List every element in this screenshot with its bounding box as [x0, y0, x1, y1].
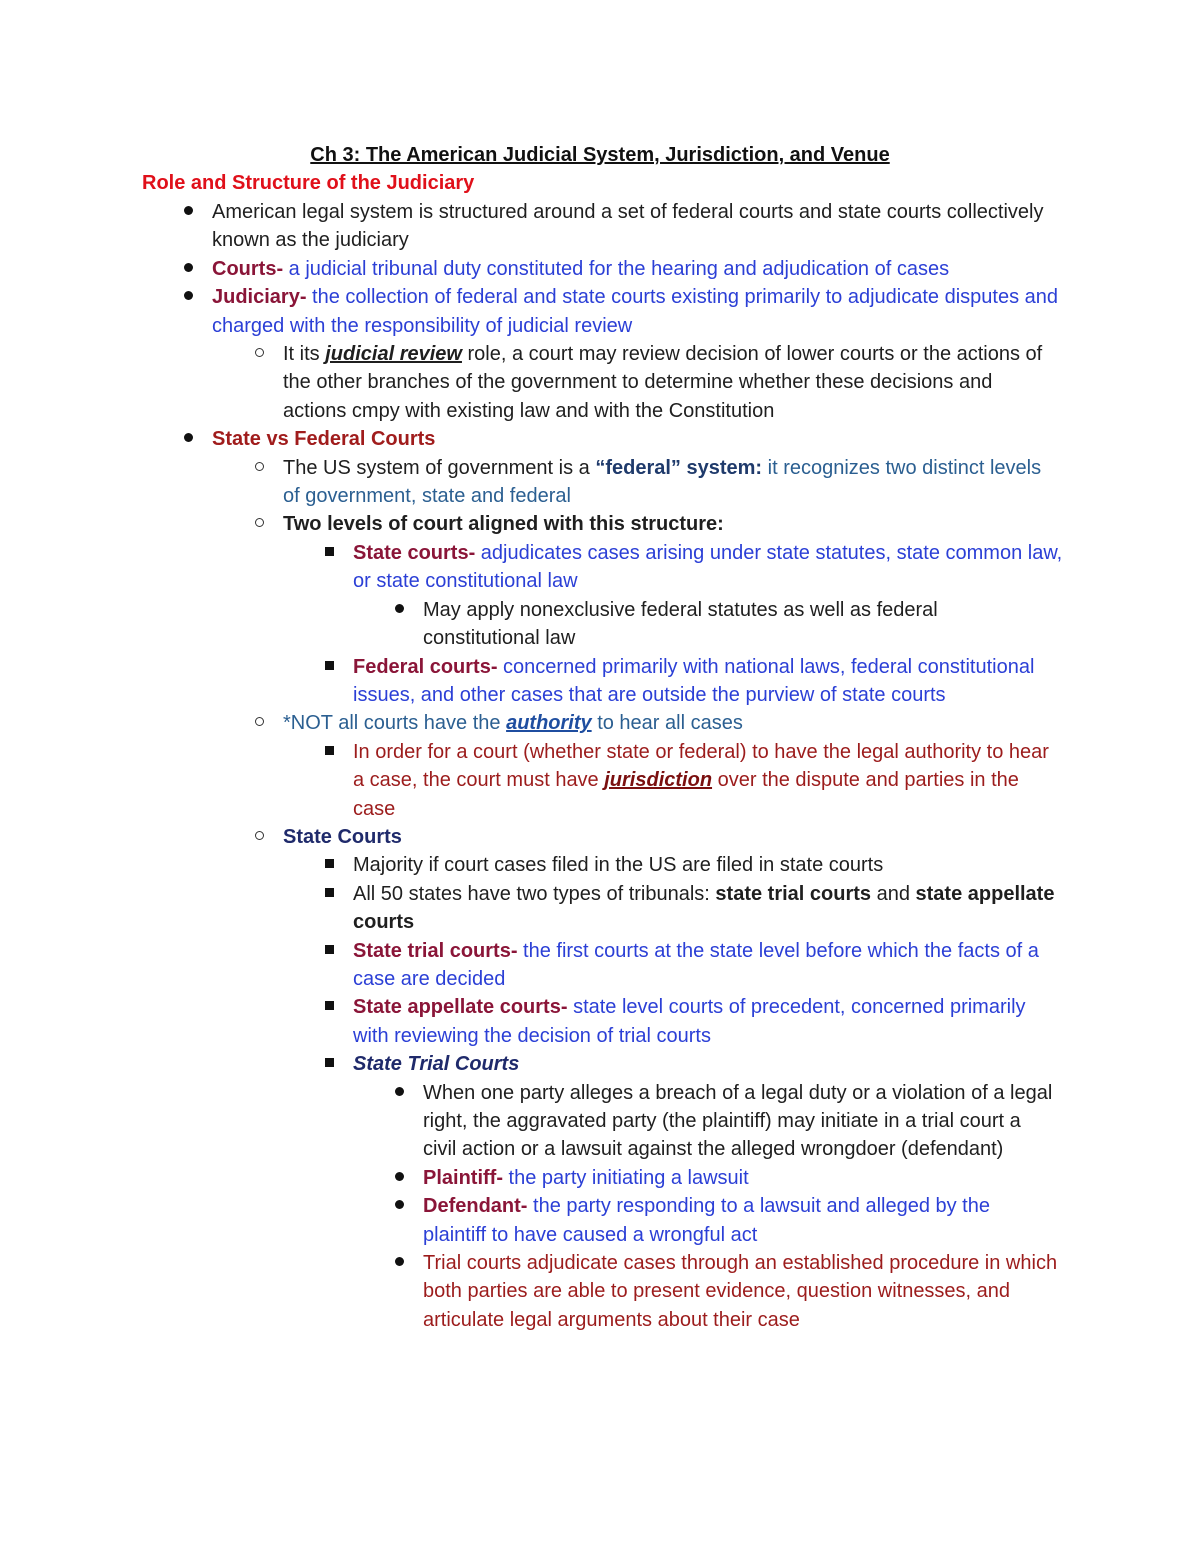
list-item: When one party alleges a breach of a legal duty or a violation of a legal right, the aggravated party (the plaintiff) may initiate in a trial court a civil action or a lawsuit against the alleged wrongdoer (defendant) — [423, 1079, 1058, 1164]
list-item: Plaintiff- the party initiating a lawsuit — [423, 1164, 1058, 1192]
document-title: Ch 3: The American Judicial System, Jurisdiction, and Venue — [310, 144, 890, 166]
list-item — [283, 823, 1058, 851]
bullet-circle-icon — [249, 340, 269, 368]
list-item: May apply nonexclusive federal statutes as well as federal constitutional law — [423, 596, 1058, 653]
subheading-state-courts: State Courts — [283, 825, 402, 848]
bullet-circle-icon — [249, 454, 269, 482]
list-item: The US system of government is a “federal” system: it recognizes two distinct levels of government, state and federal — [283, 454, 1058, 511]
term-state-courts: State courts- — [353, 541, 476, 564]
bullet-disc-icon — [389, 596, 409, 624]
term-judicial-review: judicial review — [325, 343, 462, 366]
definition-courts: a judicial tribunal duty constituted for the hearing and adjudication of cases — [283, 257, 950, 280]
subheading-state-trial-courts: State Trial Courts — [353, 1053, 520, 1076]
definition-judiciary: the collection of federal and state courts existing primarily to adjudicate disputes and charged with the responsibility of judicial review — [212, 286, 1059, 337]
bullet-square-icon — [319, 1050, 339, 1078]
bullet-disc-icon — [178, 198, 198, 226]
bullet-circle-icon — [249, 823, 269, 851]
bullet-disc-icon — [178, 283, 198, 311]
term-courts: Courts- — [212, 257, 284, 280]
section-heading: Role and Structure of the Judiciary — [142, 172, 475, 194]
list-item: It its judicial review role, a court may review decision of lower courts or the actions of the other branches of the government to determine whether these decisions and actions cmpy with existing law and with the Constitution — [283, 340, 1058, 425]
subheading-state-vs-federal: State vs Federal Courts — [212, 428, 436, 451]
list-item: Two levels of court aligned with this structure: — [283, 510, 1058, 538]
bullet-disc-icon — [389, 1192, 409, 1220]
list-item: All 50 states have two types of tribunals: state trial courts and state appellate courts — [353, 880, 1063, 937]
term-federal-courts: Federal courts- — [353, 655, 498, 678]
bullet-disc-icon — [178, 425, 198, 453]
outline — [0, 198, 1200, 1334]
bullet-square-icon — [319, 851, 339, 879]
list-item — [212, 425, 1062, 453]
list-item: State appellate courts- state level courts of precedent, concerned primarily with reviewing the decision of trial courts — [353, 993, 1063, 1050]
bullet-square-icon — [319, 653, 339, 681]
bullet-square-icon — [319, 993, 339, 1021]
term-federal-system: “federal” system: — [595, 456, 763, 479]
bullet-square-icon — [319, 539, 339, 567]
term-defendant: Defendant- — [423, 1195, 528, 1218]
bullet-square-icon — [319, 937, 339, 965]
list-item: American legal system is structured around a set of federal courts and state courts collectively known as the judiciary — [212, 198, 1062, 255]
bullet-disc-icon — [178, 255, 198, 283]
list-item: In order for a court (whether state or federal) to have the legal authority to hear a case, the court must have jurisdiction over the dispute and parties in the case — [353, 738, 1063, 823]
list-item: *NOT all courts have the authority to hear all cases — [283, 709, 1058, 737]
bullet-circle-icon — [249, 709, 269, 737]
list-item: State courts- adjudicates cases arising under state statutes, state common law, or state constitutional law — [353, 539, 1063, 596]
list-item: Federal courts- concerned primarily with national laws, federal constitutional issues, and other cases that are outside the purview of state courts — [353, 653, 1063, 710]
list-item — [353, 1050, 1063, 1078]
list-item: Defendant- the party responding to a lawsuit and alleged by the plaintiff to have caused a wrongful act — [423, 1192, 1058, 1249]
bullet-circle-icon — [249, 510, 269, 538]
bullet-square-icon — [319, 880, 339, 908]
list-item: Trial courts adjudicate cases through an established procedure in which both parties are able to present evidence, question witnesses, and articulate legal arguments about their case — [423, 1249, 1058, 1334]
list-item — [212, 283, 1062, 340]
term-jurisdiction: jurisdiction — [604, 769, 713, 792]
bullet-square-icon — [319, 738, 339, 766]
list-item: State trial courts- the first courts at the state level before which the facts of a case are decided — [353, 937, 1063, 994]
list-item — [212, 255, 1062, 283]
term-state-trial-courts: State trial courts- — [353, 939, 518, 962]
bullet-disc-icon — [389, 1249, 409, 1277]
bullet-disc-icon — [389, 1164, 409, 1192]
term-state-appellate-courts: State appellate courts- — [353, 996, 568, 1019]
term-judiciary: Judiciary- — [212, 286, 307, 309]
bullet-disc-icon — [389, 1079, 409, 1107]
term-authority: authority — [506, 712, 592, 735]
list-item: Majority if court cases filed in the US are filed in state courts — [353, 851, 1063, 879]
term-plaintiff: Plaintiff- — [423, 1166, 503, 1189]
